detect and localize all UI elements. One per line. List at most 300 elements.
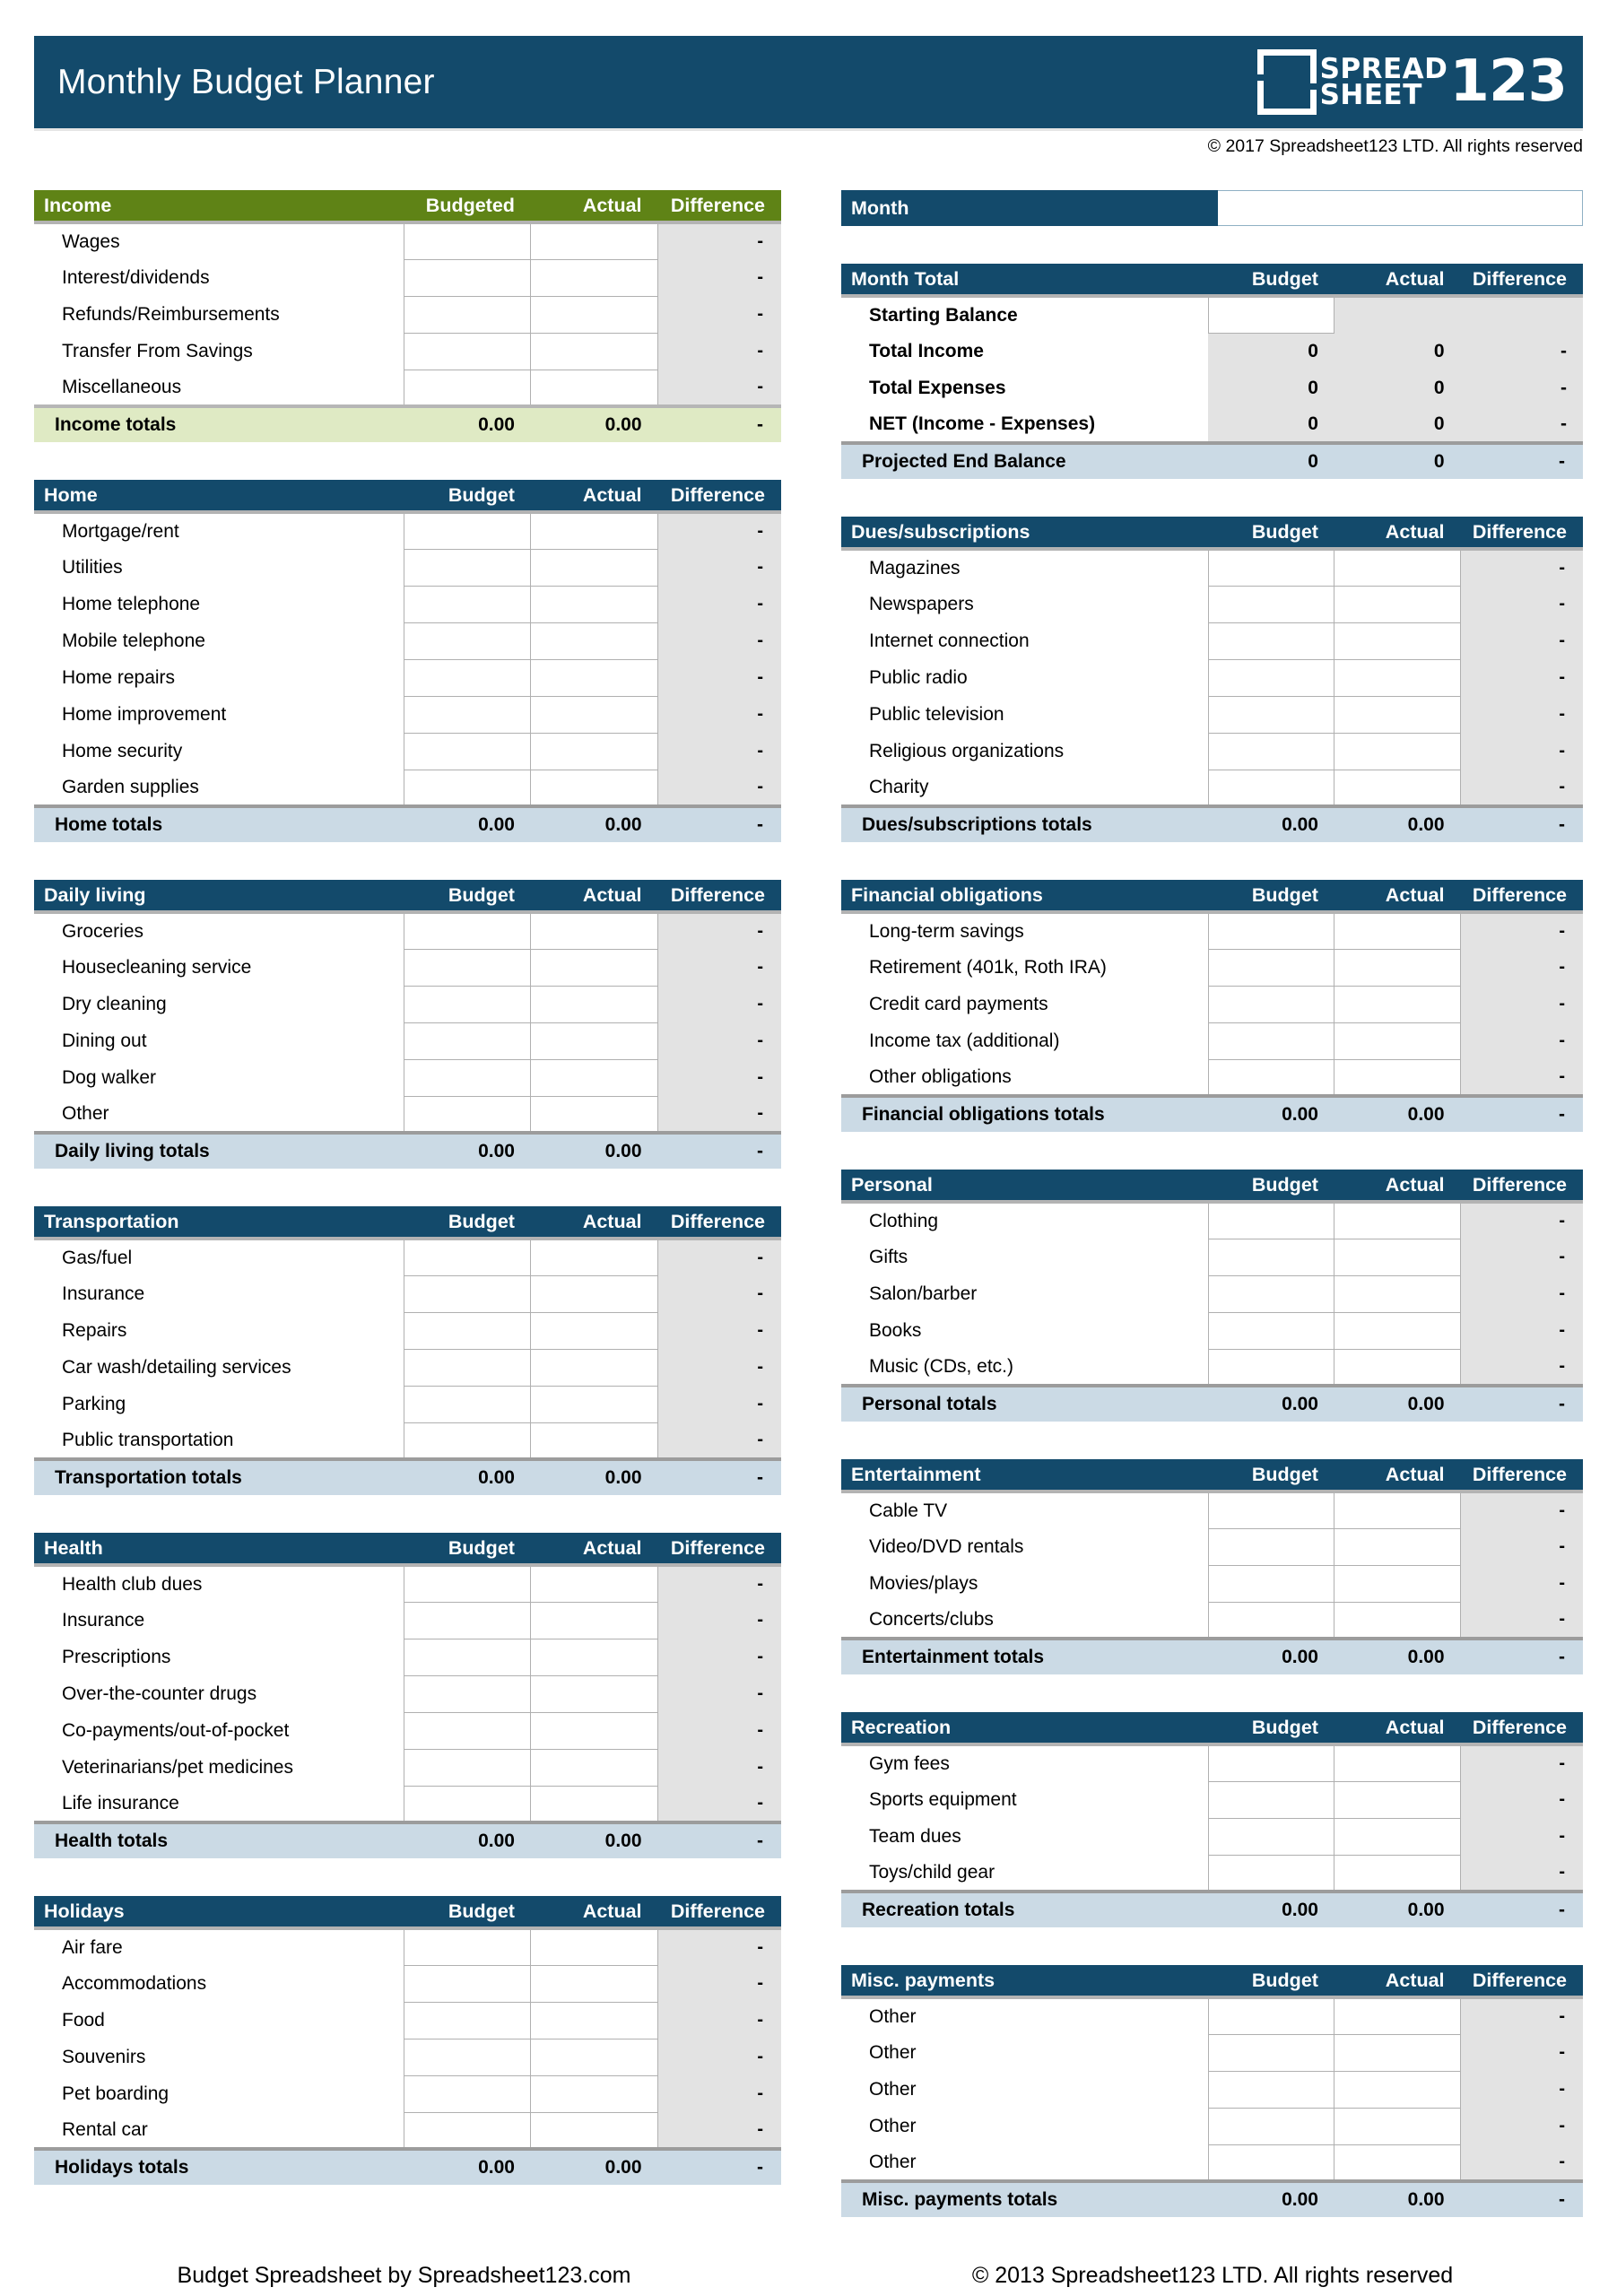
month-selector: [841, 190, 1583, 226]
item-budget-input-cell[interactable]: [404, 2002, 531, 2039]
month-total-row-actual: 0: [1334, 333, 1461, 370]
col-header-difference: Difference: [658, 480, 781, 512]
item-label: Interest/dividends: [34, 259, 404, 296]
item-actual-input-cell[interactable]: [1334, 1349, 1461, 1386]
projected-end-balance-label: Projected End Balance: [841, 443, 1208, 479]
item-budget-input-cell[interactable]: [404, 1239, 531, 1275]
month-total-row-actual: 0: [1334, 370, 1461, 406]
item-difference: -: [1461, 1349, 1583, 1386]
item-actual-input-cell[interactable]: [531, 949, 658, 986]
page-header: [34, 36, 1583, 128]
item-budget-input-cell[interactable]: [1208, 696, 1334, 733]
totals-label: Home totals: [34, 806, 404, 842]
item-budget-input-cell[interactable]: [404, 1096, 531, 1133]
item-actual-input-cell[interactable]: [531, 1059, 658, 1096]
section-recreation: [841, 1712, 1583, 1927]
section-header-row: [34, 190, 781, 222]
table-row: [34, 333, 781, 370]
item-actual-input-cell[interactable]: [531, 1749, 658, 1786]
item-budget-input-cell[interactable]: [1208, 1022, 1334, 1059]
month-total-header-row: [841, 264, 1583, 296]
month-total-row-label: Starting Balance: [841, 296, 1208, 333]
table-row: [841, 696, 1583, 733]
item-actual-input-cell[interactable]: [531, 1386, 658, 1422]
item-actual-input-cell[interactable]: [1334, 1602, 1461, 1639]
item-budget-input-cell[interactable]: [404, 259, 531, 296]
item-budget-input-cell[interactable]: [1208, 986, 1334, 1022]
section-header-row: [34, 1896, 781, 1928]
col-header-difference: Difference: [1461, 1965, 1583, 1997]
item-actual-input-cell[interactable]: [531, 1275, 658, 1312]
totals-label: Misc. payments totals: [841, 2181, 1208, 2217]
item-budget-input-cell[interactable]: [1208, 2108, 1334, 2144]
item-actual-input-cell[interactable]: [531, 696, 658, 733]
item-actual-input-cell[interactable]: [1334, 2144, 1461, 2181]
col-header-budget: Budget: [404, 1206, 531, 1239]
item-budget-input-cell[interactable]: [1208, 733, 1334, 770]
col-header-actual: Actual: [1334, 1712, 1461, 1744]
item-budget-input-cell[interactable]: [404, 2075, 531, 2112]
item-label: Miscellaneous: [34, 370, 404, 406]
item-budget-input-cell[interactable]: [404, 1386, 531, 1422]
item-label: Pet boarding: [34, 2075, 404, 2112]
item-actual-input-cell[interactable]: [531, 986, 658, 1022]
logo-number: 123: [1449, 48, 1567, 115]
item-actual-input-cell[interactable]: [531, 549, 658, 586]
table-row: [841, 912, 1583, 949]
item-actual-input-cell[interactable]: [1334, 912, 1461, 949]
item-actual-input-cell[interactable]: [531, 1928, 658, 1965]
table-row: [34, 622, 781, 659]
item-difference: -: [658, 1565, 781, 1602]
item-difference: -: [658, 1712, 781, 1749]
item-budget-input-cell[interactable]: [1208, 2144, 1334, 2181]
item-budget-input-cell[interactable]: [1208, 1997, 1334, 2034]
item-difference: -: [1461, 1818, 1583, 1855]
item-budget-input-cell[interactable]: [404, 1312, 531, 1349]
item-budget-input-cell[interactable]: [1208, 1781, 1334, 1818]
totals-budget: 0.00: [404, 1822, 531, 1858]
table-row: [34, 2075, 781, 2112]
item-difference: -: [1461, 2144, 1583, 2181]
item-label: Rental car: [34, 2112, 404, 2149]
col-header-budget: Budget: [404, 880, 531, 912]
item-budget-input-cell[interactable]: [404, 586, 531, 622]
item-actual-input-cell[interactable]: [531, 1639, 658, 1675]
item-budget-input-cell[interactable]: [1208, 1492, 1334, 1528]
item-budget-input-cell[interactable]: [404, 1059, 531, 1096]
item-difference: -: [658, 1096, 781, 1133]
item-budget-input-cell[interactable]: [1208, 622, 1334, 659]
table-row: [841, 770, 1583, 806]
item-label: Mobile telephone: [34, 622, 404, 659]
totals-actual: 0.00: [531, 2149, 658, 2185]
item-actual-input-cell[interactable]: [531, 733, 658, 770]
item-actual-input-cell[interactable]: [1334, 1239, 1461, 1275]
item-budget-input-cell[interactable]: [404, 1749, 531, 1786]
item-actual-input-cell[interactable]: [1334, 1781, 1461, 1818]
item-actual-input-cell[interactable]: [531, 622, 658, 659]
item-actual-input-cell[interactable]: [531, 1565, 658, 1602]
item-label: Public radio: [841, 659, 1208, 696]
item-budget-input-cell[interactable]: [404, 1965, 531, 2002]
totals-difference: -: [1461, 806, 1583, 842]
item-budget-input-cell[interactable]: [404, 770, 531, 806]
spacer: [841, 2217, 1583, 2255]
item-actual-input-cell[interactable]: [1334, 1744, 1461, 1781]
item-actual-input-cell[interactable]: [531, 1312, 658, 1349]
item-actual-input-cell[interactable]: [1334, 770, 1461, 806]
item-difference: -: [658, 370, 781, 406]
section-transportation: [34, 1206, 781, 1495]
item-label: Sports equipment: [841, 1781, 1208, 1818]
table-row: [34, 1022, 781, 1059]
spacer: [841, 1927, 1583, 1965]
table-row: [34, 1059, 781, 1096]
item-budget-input-cell[interactable]: [1208, 1312, 1334, 1349]
item-difference: -: [658, 2002, 781, 2039]
item-actual-input-cell[interactable]: [531, 1786, 658, 1822]
item-budget-input-cell[interactable]: [404, 949, 531, 986]
item-label: Veterinarians/pet medicines: [34, 1749, 404, 1786]
table-row: [34, 2112, 781, 2149]
totals-difference: -: [1461, 1639, 1583, 1674]
personal-table: [841, 1170, 1583, 1422]
item-actual-input-cell[interactable]: [1334, 2071, 1461, 2108]
item-actual-input-cell[interactable]: [531, 1239, 658, 1275]
item-actual-input-cell[interactable]: [531, 1096, 658, 1133]
table-row: [841, 2034, 1583, 2071]
item-actual-input-cell[interactable]: [1334, 549, 1461, 586]
item-budget-input-cell[interactable]: [404, 733, 531, 770]
item-budget-input-cell[interactable]: [404, 1422, 531, 1459]
item-actual-input-cell[interactable]: [1334, 733, 1461, 770]
item-budget-input-cell[interactable]: [1208, 1602, 1334, 1639]
item-difference: -: [658, 1386, 781, 1422]
section-title: Health: [34, 1533, 404, 1565]
item-difference: -: [658, 222, 781, 259]
table-row: [841, 1349, 1583, 1386]
item-actual-input-cell[interactable]: [1334, 1059, 1461, 1096]
item-budget-input-cell[interactable]: [1208, 659, 1334, 696]
item-difference: -: [658, 1022, 781, 1059]
section-totals-row: [841, 2181, 1583, 2217]
table-row: [841, 733, 1583, 770]
item-label: Other obligations: [841, 1059, 1208, 1096]
col-header-actual: Actual: [1334, 1965, 1461, 1997]
item-budget-input-cell[interactable]: [404, 1565, 531, 1602]
item-actual-input-cell[interactable]: [1334, 1818, 1461, 1855]
item-budget-input-cell[interactable]: [404, 1675, 531, 1712]
totals-label: Dues/subscriptions totals: [841, 806, 1208, 842]
item-actual-input-cell[interactable]: [531, 2002, 658, 2039]
item-actual-input-cell[interactable]: [531, 1022, 658, 1059]
item-label: Refunds/Reimbursements: [34, 296, 404, 333]
totals-budget: 0.00: [404, 1133, 531, 1169]
table-row: [841, 659, 1583, 696]
item-label: Parking: [34, 1386, 404, 1422]
table-row: [34, 733, 781, 770]
table-row: [34, 512, 781, 549]
item-budget-input-cell[interactable]: [1208, 586, 1334, 622]
section-totals-row: [34, 1822, 781, 1858]
item-actual-input-cell[interactable]: [1334, 949, 1461, 986]
item-actual-input-cell[interactable]: [1334, 1492, 1461, 1528]
item-actual-input-cell[interactable]: [1334, 1275, 1461, 1312]
item-label: Co-payments/out-of-pocket: [34, 1712, 404, 1749]
item-actual-input-cell[interactable]: [1334, 2034, 1461, 2071]
totals-actual: 0.00: [531, 1459, 658, 1495]
table-row: [841, 1022, 1583, 1059]
item-difference: -: [658, 949, 781, 986]
item-difference: -: [1461, 586, 1583, 622]
logo-words: [1319, 52, 1448, 111]
item-actual-input-cell[interactable]: [1334, 1312, 1461, 1349]
item-budget-input-cell[interactable]: [404, 986, 531, 1022]
item-difference: -: [1461, 733, 1583, 770]
table-row: [841, 1492, 1583, 1528]
item-label: Internet connection: [841, 622, 1208, 659]
item-difference: -: [1461, 2108, 1583, 2144]
totals-actual: 0.00: [1334, 1096, 1461, 1132]
item-budget-input-cell[interactable]: [404, 1349, 531, 1386]
item-actual-input-cell[interactable]: [1334, 586, 1461, 622]
section-title: Holidays: [34, 1896, 404, 1928]
item-actual-input-cell[interactable]: [531, 1712, 658, 1749]
section-title: Recreation: [841, 1712, 1208, 1744]
section-header-row: [34, 1533, 781, 1565]
item-actual-input-cell[interactable]: [1334, 1022, 1461, 1059]
month-total-row-difference: -: [1461, 333, 1583, 370]
item-budget-input-cell[interactable]: [1208, 2071, 1334, 2108]
month-total-row-actual: 0: [1334, 406, 1461, 443]
item-budget-input-cell[interactable]: [1208, 770, 1334, 806]
item-difference: -: [1461, 1602, 1583, 1639]
section-header-row: [841, 880, 1583, 912]
starting-balance-input-cell[interactable]: [1208, 296, 1334, 333]
table-row: [841, 1528, 1583, 1565]
item-label: Home telephone: [34, 586, 404, 622]
spacer: [34, 2185, 781, 2222]
item-actual-input-cell[interactable]: [1334, 696, 1461, 733]
month-total-row-difference: -: [1461, 370, 1583, 406]
table-row: [841, 1059, 1583, 1096]
item-actual-input-cell[interactable]: [1334, 1528, 1461, 1565]
table-row: [34, 296, 781, 333]
item-budget-input-cell[interactable]: [1208, 1275, 1334, 1312]
item-actual-input-cell[interactable]: [531, 659, 658, 696]
item-budget-input-cell[interactable]: [1208, 1528, 1334, 1565]
section-entertainment: [841, 1459, 1583, 1674]
item-actual-input-cell[interactable]: [1334, 2108, 1461, 2144]
item-actual-input-cell[interactable]: [531, 770, 658, 806]
item-label: Home improvement: [34, 696, 404, 733]
item-budget-input-cell[interactable]: [404, 333, 531, 370]
item-budget-input-cell[interactable]: [404, 1639, 531, 1675]
section-totals-row: [34, 2149, 781, 2185]
financial-obligations-table: [841, 880, 1583, 1132]
item-label: Concerts/clubs: [841, 1602, 1208, 1639]
item-actual-input-cell[interactable]: [531, 512, 658, 549]
item-actual-input-cell[interactable]: [1334, 1565, 1461, 1602]
col-header-actual: Actual: [531, 1206, 658, 1239]
item-actual-input-cell[interactable]: [531, 1965, 658, 2002]
item-budget-input-cell[interactable]: [1208, 949, 1334, 986]
month-total-table: [841, 264, 1583, 479]
item-difference: -: [658, 770, 781, 806]
item-label: Home repairs: [34, 659, 404, 696]
item-budget-input-cell[interactable]: [404, 370, 531, 406]
item-budget-input-cell[interactable]: [1208, 549, 1334, 586]
item-budget-input-cell[interactable]: [1208, 1349, 1334, 1386]
table-row: [841, 1997, 1583, 2034]
item-budget-input-cell[interactable]: [404, 659, 531, 696]
section-title: Entertainment: [841, 1459, 1208, 1492]
item-actual-input-cell[interactable]: [531, 2075, 658, 2112]
section-totals-row: [841, 1386, 1583, 1422]
item-label: Insurance: [34, 1602, 404, 1639]
item-actual-input-cell[interactable]: [531, 912, 658, 949]
table-row: [841, 986, 1583, 1022]
item-difference: -: [658, 1422, 781, 1459]
section-header-row: [34, 480, 781, 512]
table-row: [841, 949, 1583, 986]
section-health: [34, 1533, 781, 1858]
section-daily-living: [34, 880, 781, 1169]
section-title: Daily living: [34, 880, 404, 912]
item-actual-input-cell[interactable]: [531, 222, 658, 259]
item-budget-input-cell[interactable]: [1208, 1855, 1334, 1892]
section-header-row: [841, 1965, 1583, 1997]
daily-living-table: [34, 880, 781, 1169]
section-totals-row: [34, 406, 781, 442]
item-actual-input-cell[interactable]: [531, 370, 658, 406]
item-actual-input-cell[interactable]: [531, 1422, 658, 1459]
item-label: Books: [841, 1312, 1208, 1349]
item-actual-input-cell[interactable]: [1334, 1202, 1461, 1239]
section-title: Home: [34, 480, 404, 512]
col-header-difference: Difference: [1461, 1170, 1583, 1202]
item-difference: -: [658, 912, 781, 949]
item-actual-input-cell[interactable]: [531, 2039, 658, 2075]
month-total-row: [841, 370, 1583, 406]
item-actual-input-cell[interactable]: [1334, 986, 1461, 1022]
item-actual-input-cell[interactable]: [1334, 1855, 1461, 1892]
totals-actual: 0.00: [1334, 1892, 1461, 1927]
item-actual-input-cell[interactable]: [1334, 1997, 1461, 2034]
item-difference: -: [658, 2075, 781, 2112]
item-actual-input-cell[interactable]: [531, 333, 658, 370]
item-budget-input-cell[interactable]: [404, 1712, 531, 1749]
item-difference: -: [1461, 1565, 1583, 1602]
item-difference: -: [658, 1349, 781, 1386]
item-actual-input-cell[interactable]: [531, 259, 658, 296]
item-budget-input-cell[interactable]: [1208, 1565, 1334, 1602]
home-table: [34, 480, 781, 842]
item-budget-input-cell[interactable]: [404, 2039, 531, 2075]
item-actual-input-cell[interactable]: [531, 2112, 658, 2149]
item-budget-input-cell[interactable]: [1208, 1202, 1334, 1239]
col-header-budget: Budget: [404, 1533, 531, 1565]
item-budget-input-cell[interactable]: [404, 549, 531, 586]
item-budget-input-cell[interactable]: [1208, 1818, 1334, 1855]
item-actual-input-cell[interactable]: [531, 1349, 658, 1386]
entertainment-table: [841, 1459, 1583, 1674]
spacer: [34, 842, 781, 880]
table-row: [841, 2144, 1583, 2181]
item-budget-input-cell[interactable]: [404, 696, 531, 733]
projected-end-balance-row: [841, 443, 1583, 479]
section-totals-row: [34, 1459, 781, 1495]
item-label: Charity: [841, 770, 1208, 806]
table-row: [34, 549, 781, 586]
item-actual-input-cell[interactable]: [531, 296, 658, 333]
item-budget-input-cell[interactable]: [1208, 912, 1334, 949]
item-budget-input-cell[interactable]: [404, 222, 531, 259]
item-difference: -: [1461, 549, 1583, 586]
month-input[interactable]: [1218, 190, 1583, 226]
item-budget-input-cell[interactable]: [1208, 1059, 1334, 1096]
item-difference: -: [1461, 1744, 1583, 1781]
col-header-difference: Difference: [1461, 1459, 1583, 1492]
item-actual-input-cell[interactable]: [531, 1602, 658, 1639]
item-budget-input-cell[interactable]: [404, 1275, 531, 1312]
item-budget-input-cell[interactable]: [404, 1602, 531, 1639]
item-difference: -: [658, 2112, 781, 2149]
table-row: [34, 659, 781, 696]
item-difference: -: [1461, 1312, 1583, 1349]
item-budget-input-cell[interactable]: [1208, 1239, 1334, 1275]
item-budget-input-cell[interactable]: [404, 1022, 531, 1059]
section-header-row: [841, 1712, 1583, 1744]
item-budget-input-cell[interactable]: [404, 1928, 531, 1965]
section-title: Personal: [841, 1170, 1208, 1202]
table-row: [34, 586, 781, 622]
section-header-row: [34, 1206, 781, 1239]
item-budget-input-cell[interactable]: [404, 622, 531, 659]
totals-label: Health totals: [34, 1822, 404, 1858]
item-actual-input-cell[interactable]: [531, 586, 658, 622]
table-row: [34, 1565, 781, 1602]
item-budget-input-cell[interactable]: [1208, 1744, 1334, 1781]
section-misc-payments: [841, 1965, 1583, 2217]
col-header-actual: Actual: [531, 880, 658, 912]
item-budget-input-cell[interactable]: [404, 2112, 531, 2149]
col-header-actual: Actual: [1334, 517, 1461, 549]
item-label: Long-term savings: [841, 912, 1208, 949]
table-row: [841, 1818, 1583, 1855]
item-budget-input-cell[interactable]: [404, 1786, 531, 1822]
item-budget-input-cell[interactable]: [404, 296, 531, 333]
item-label: Newspapers: [841, 586, 1208, 622]
section-header-row: [841, 517, 1583, 549]
item-label: Wages: [34, 222, 404, 259]
item-budget-input-cell[interactable]: [404, 912, 531, 949]
table-row: [841, 1312, 1583, 1349]
table-row: [34, 1239, 781, 1275]
item-budget-input-cell[interactable]: [1208, 2034, 1334, 2071]
section-header-row: [841, 1459, 1583, 1492]
section-personal: [841, 1170, 1583, 1422]
item-budget-input-cell[interactable]: [404, 512, 531, 549]
totals-actual: 0.00: [531, 1822, 658, 1858]
item-actual-input-cell[interactable]: [531, 1675, 658, 1712]
item-actual-input-cell[interactable]: [1334, 659, 1461, 696]
table-row: [841, 1202, 1583, 1239]
item-actual-input-cell[interactable]: [1334, 622, 1461, 659]
table-row: [34, 1386, 781, 1422]
totals-actual: 0.00: [1334, 806, 1461, 842]
